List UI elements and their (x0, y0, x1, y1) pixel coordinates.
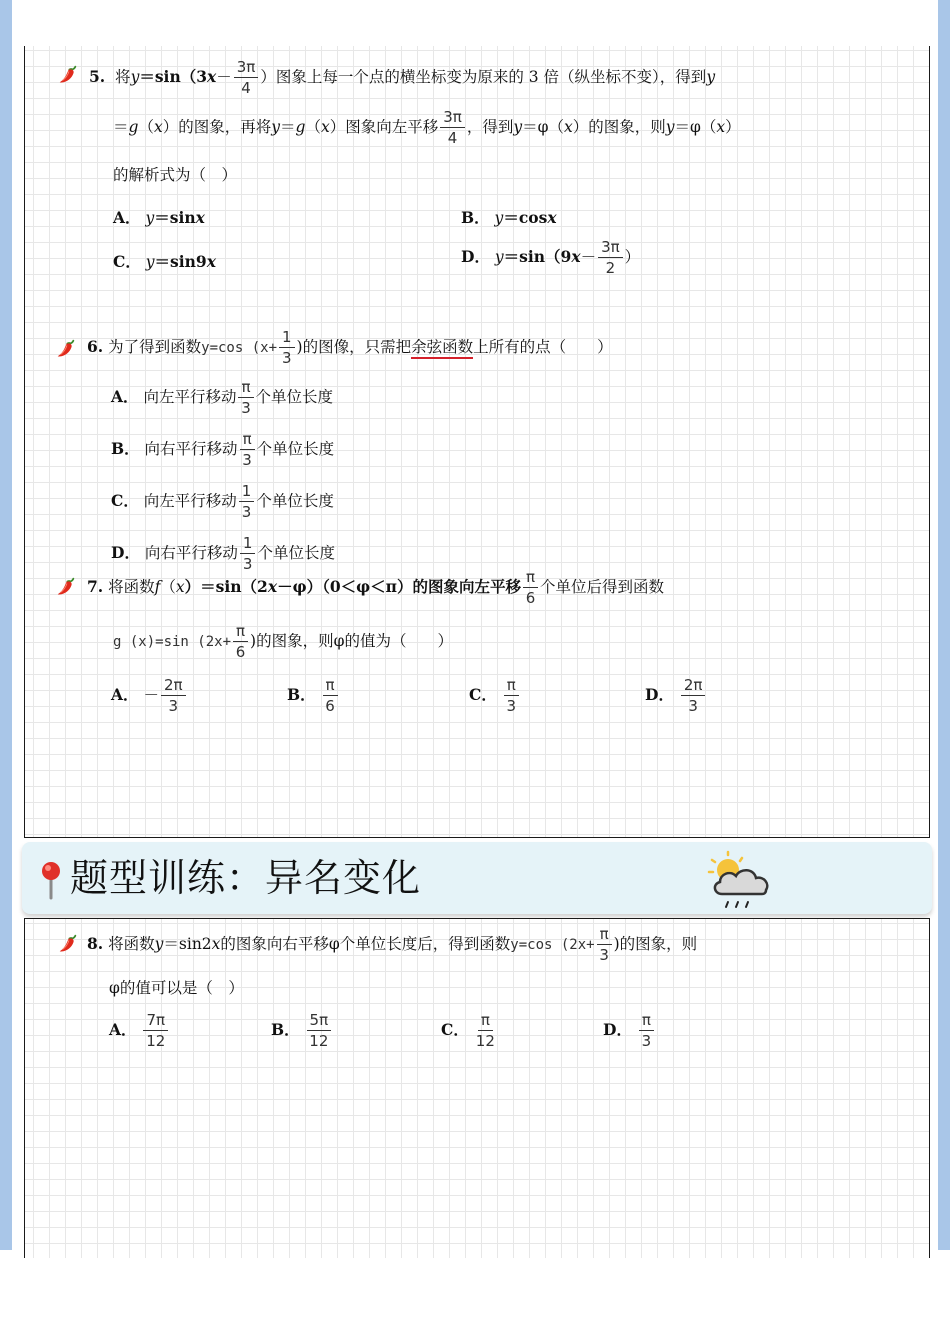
option-5c[interactable]: C． y＝sin9x (113, 252, 216, 271)
fraction: $\frac{\pi}{6}$ (233, 624, 248, 660)
option-5b[interactable]: B． y＝cosx (461, 208, 557, 227)
option-8d[interactable]: D． $\frac{\pi}{3}$ (603, 1013, 656, 1049)
fraction: $\frac{2\pi}{3}$ (161, 678, 186, 714)
fraction: $\frac{\pi}{3}$ (238, 380, 253, 416)
left-blue-strip (0, 0, 12, 1250)
fraction: $\frac{2\pi}{3}$ (681, 678, 706, 714)
fraction: $\frac{\pi}{6}$ (323, 678, 338, 714)
option-6b[interactable]: B． 向右平行移动 $\frac{\pi}{3}$ 个单位长度 (111, 430, 335, 469)
fraction: $\frac{1}{3}$ (239, 484, 255, 520)
fraction: $\frac{\pi}{3}$ (597, 927, 612, 963)
fraction: $\frac{\pi}{3}$ (639, 1013, 654, 1049)
fraction: $\frac{\pi}{12}$ (475, 1011, 495, 1050)
fraction: $\frac{3\pi}{4}$ (234, 60, 259, 96)
option-5a[interactable]: A． y＝sinx (113, 208, 205, 227)
option-8c[interactable]: C． $\frac{\pi}{12}$ (441, 1011, 495, 1050)
option-7b[interactable]: B． $\frac{\pi}{6}$ (287, 678, 340, 714)
question-5-line-3: 的解析式为（ ） (113, 166, 238, 184)
chili-pepper-icon (57, 933, 79, 955)
fraction: $\frac{3\pi}{4}$ (440, 110, 465, 146)
option-8a[interactable]: A． $\frac{7\pi}{12}$ (109, 1013, 170, 1049)
question-7-line-2: g (x)=sin (2x+ $\frac{\pi}{6}$ )的图象，则φ的值为（ ） (113, 622, 453, 661)
question-5-line-1: 5. 将y＝sin（3x－ $\frac{3\pi}{4}$ ）图象上每一个点的横坐标变为原来的 3 倍（纵坐标不变），得到y (89, 58, 716, 97)
question-8-line-1: 8. 将函数y＝sin2x的图象向右平移φ个单位长度后，得到函数y=cos (2x+ $\frac{\pi}{3}$ )的图象，则 (87, 925, 698, 964)
fraction: $\frac{1}{3}$ (240, 536, 256, 572)
option-7c[interactable]: C． $\frac{\pi}{3}$ (469, 678, 521, 714)
question-card-bottom (24, 918, 930, 1258)
option-5d[interactable]: D． y＝sin（9x－ $\frac{3\pi}{2}$ ） (461, 238, 641, 277)
map-pin-icon (38, 860, 64, 900)
sun-cloud-rain-icon (692, 850, 792, 914)
fraction: $\frac{\pi}{3}$ (504, 678, 519, 714)
fraction: $\frac{1}{3}$ (279, 330, 295, 366)
chili-pepper-icon (55, 576, 77, 598)
question-5-line-2: ＝g（x）的图象，再将y＝g（x）图象向左平移 $\frac{3\pi}{4}$ ，得到y＝φ（x）的图象，则y＝φ（x） (113, 108, 741, 147)
option-8b[interactable]: B． $\frac{5\pi}{12}$ (271, 1013, 333, 1049)
question-7-line-1: 7. 将函数f（x）＝sin（2x－φ）（0＜φ＜π）的图象向左平移 $\frac{\pi}{6}$ 个单位后得到函数 (87, 568, 665, 607)
fraction: $\frac{5\pi}{12}$ (307, 1013, 332, 1049)
question-6-stem: 6. 为了得到函数y=cos (x+ $\frac{1}{3}$ )的图像，只需把余弦函数上所有的点（ ） (87, 328, 613, 367)
question-card-top (24, 46, 930, 838)
option-6c[interactable]: C． 向左平行移动 $\frac{1}{3}$ 个单位长度 (111, 482, 334, 521)
option-6a[interactable]: A． 向左平行移动 $\frac{\pi}{3}$ 个单位长度 (111, 378, 334, 417)
option-7a[interactable]: A． － $\frac{2\pi}{3}$ (111, 678, 188, 714)
section-banner (22, 842, 932, 914)
fraction: $\frac{\pi}{3}$ (240, 432, 255, 468)
fraction: $\frac{3\pi}{2}$ (598, 240, 623, 276)
section-title: 题型训练：异名变化 (70, 856, 422, 900)
chili-pepper-icon (55, 338, 77, 360)
fraction: $\frac{\pi}{6}$ (523, 570, 538, 606)
option-6d[interactable]: D． 向右平行移动 $\frac{1}{3}$ 个单位长度 (111, 534, 335, 573)
question-8-line-2: φ的值可以是（ ） (109, 979, 244, 997)
option-7d[interactable]: D． $\frac{2\pi}{3}$ (645, 678, 707, 714)
chili-pepper-icon (57, 64, 79, 86)
right-blue-strip (938, 0, 950, 1250)
fraction: $\frac{7\pi}{12}$ (143, 1013, 168, 1049)
underlined-keyword: 余弦函数 (411, 338, 473, 359)
